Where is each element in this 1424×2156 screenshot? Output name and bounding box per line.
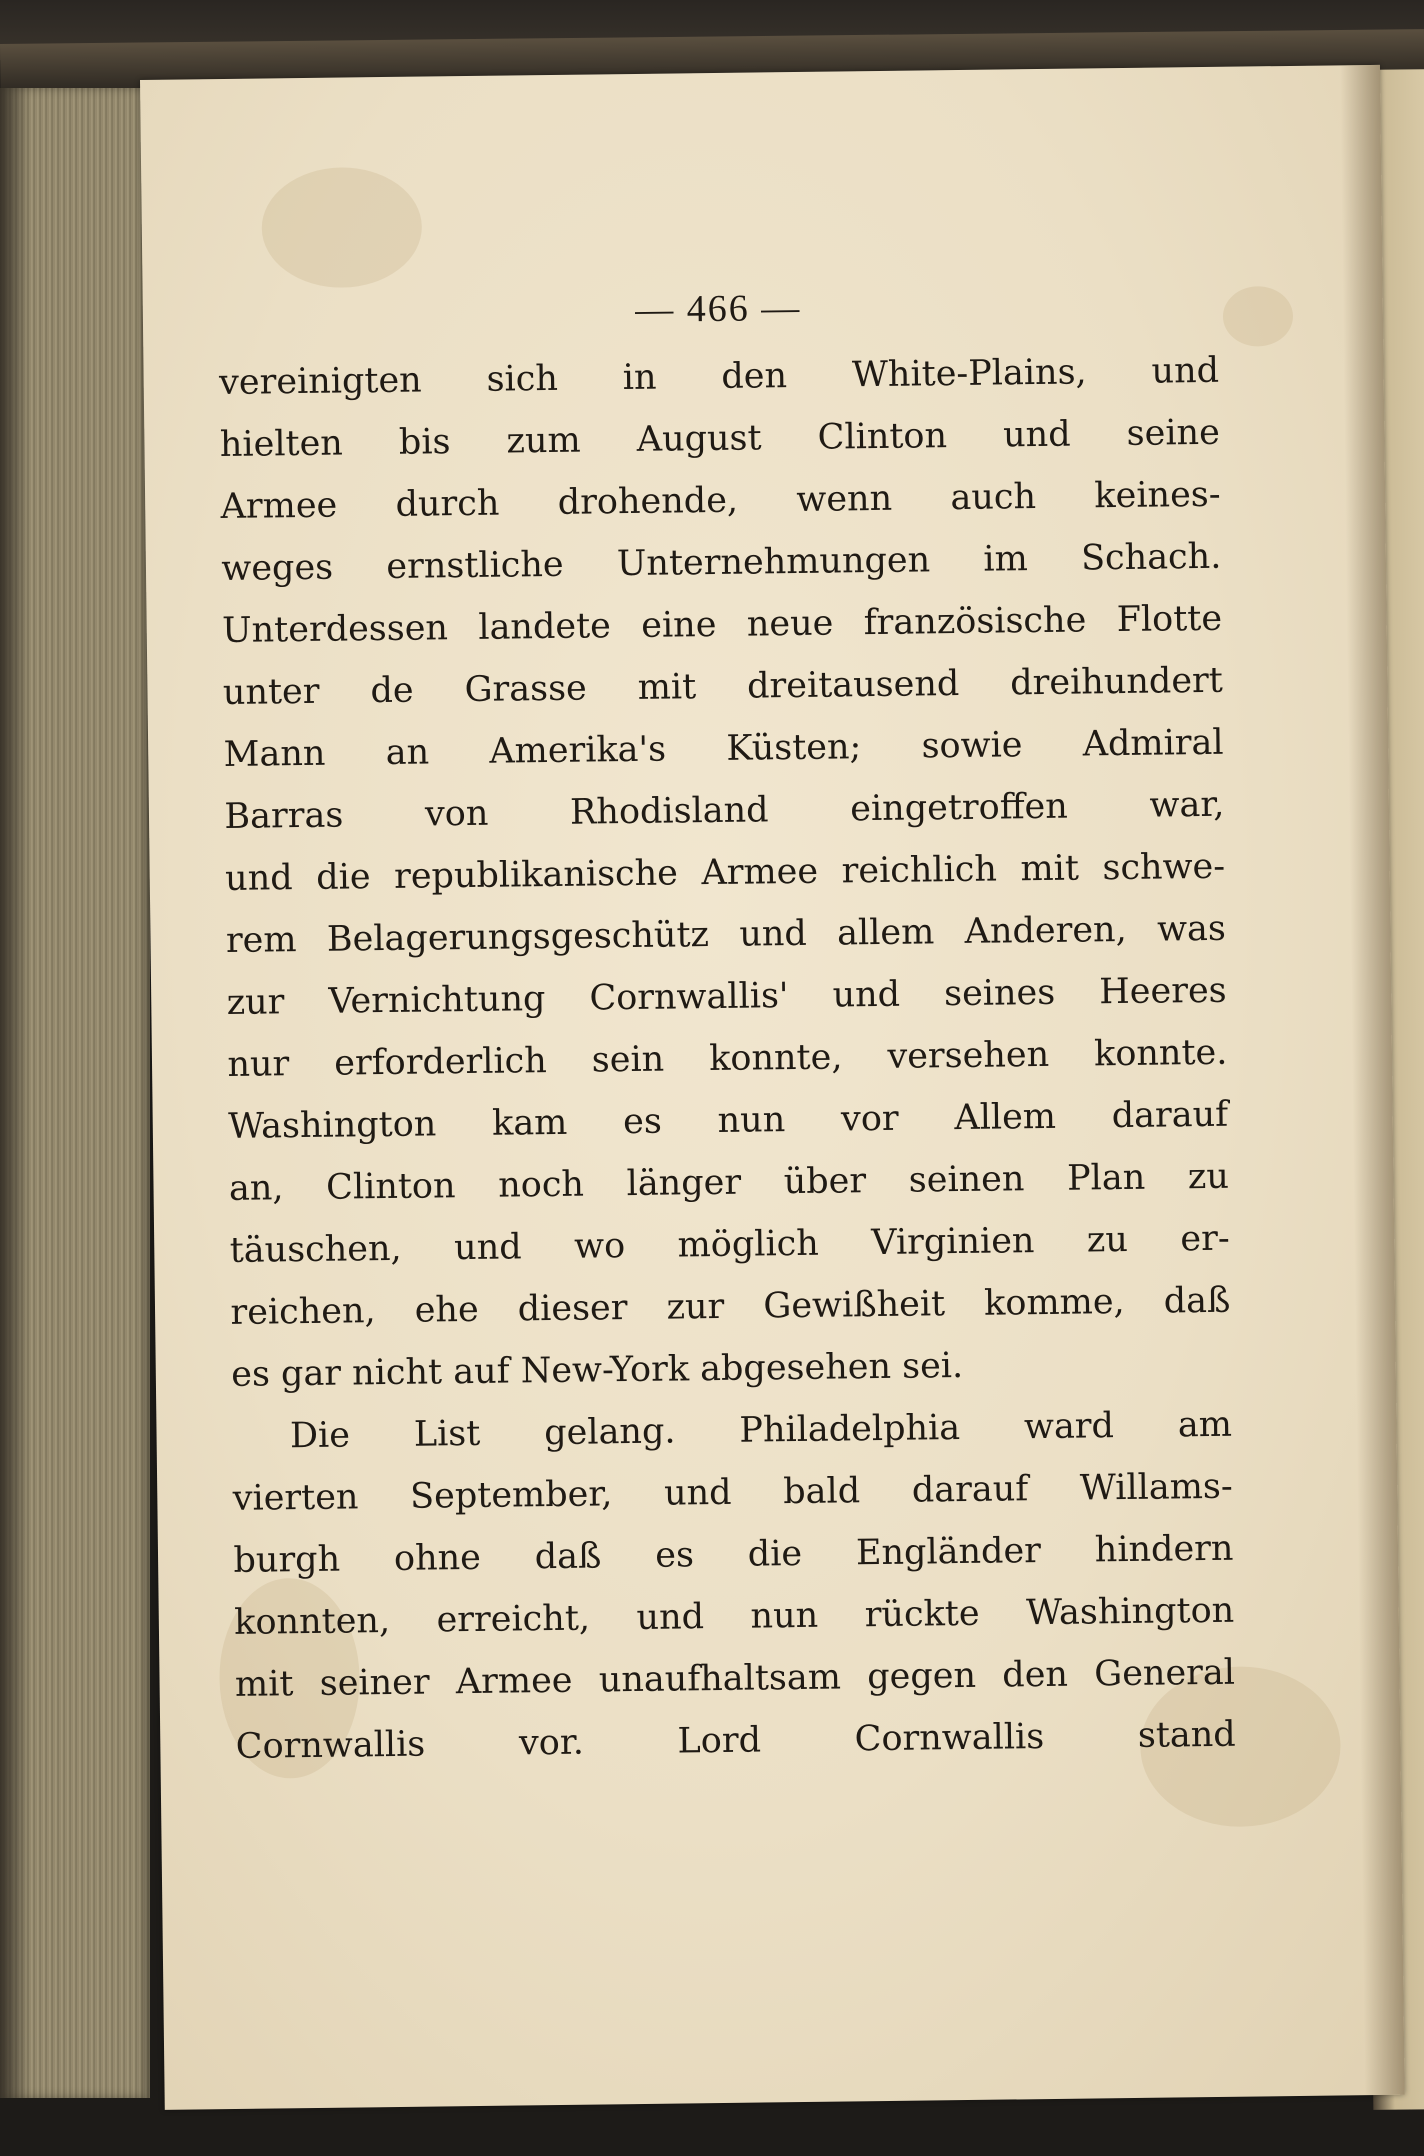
text-line: vierten September, und bald darauf Willams-: [232, 1466, 1233, 1519]
text-line: nur erforderlich sein konnte, versehen konnte.: [227, 1032, 1228, 1085]
text-line: zur Vernichtung Cornwallis' und seines Heeres: [226, 970, 1227, 1023]
foxing-spot: [1223, 286, 1294, 347]
text-line: Cornwallis vor. Lord Cornwallis stand: [235, 1714, 1236, 1767]
text-line: es gar nicht auf New-York abgesehen sei.: [230, 1345, 964, 1395]
foxing-spot: [261, 167, 422, 289]
stack-shadow: [0, 88, 30, 2098]
text-line: Unterdessen landete eine neue französische Flotte: [221, 598, 1223, 651]
text-line: hielten bis zum August Clinton und seine: [219, 412, 1221, 465]
text-line: weges ernstliche Unternehmungen im Schach.: [221, 536, 1222, 589]
text-line: Washington kam es nun vor Allem darauf: [227, 1094, 1229, 1147]
text-line: vereinigten sich in den White-Plains, und: [218, 350, 1220, 403]
text-line: Mann an Amerika's Küsten; sowie Admiral: [223, 722, 1224, 775]
text-line: rem Belagerungsgeschütz und allem Anderen, was: [225, 908, 1227, 961]
text-line: Die List gelang. Philadelphia ward am: [289, 1404, 1233, 1457]
text-line: täuschen, und wo möglich Virginien zu er-: [229, 1218, 1230, 1271]
text-line: Armee durch drohende, wenn auch keines-: [220, 474, 1221, 527]
text-line: reichen, ehe dieser zur Gewißheit komme, daß: [230, 1280, 1231, 1333]
page-number: — 466 —: [634, 286, 802, 331]
text-line: mit seiner Armee unaufhaltsam gegen den General: [234, 1652, 1236, 1705]
text-line: Barras von Rhodisland eingetroffen war,: [224, 784, 1225, 837]
text-line: konnten, erreicht, und nun rückte Washington: [234, 1590, 1235, 1643]
text-line: burgh ohne daß es die Engländer hindern: [233, 1528, 1234, 1581]
page-text: [218, 280, 1236, 1778]
text-line: an, Clinton noch länger über seinen Plan zu: [228, 1156, 1230, 1209]
text-line: unter de Grasse mit dreitausend dreihundert: [222, 660, 1224, 713]
text-line: und die republikanische Armee reichlich mit schwe-: [224, 846, 1226, 899]
